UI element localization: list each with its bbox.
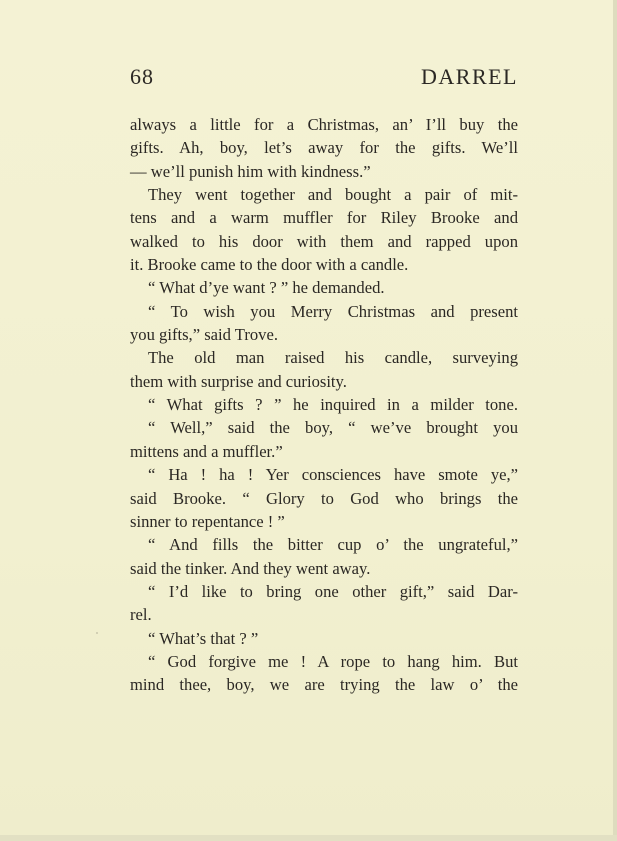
- text-line: always a little for a Christmas, an’ I’ll buy the: [130, 115, 518, 134]
- text-line: “ What d’ye want ? ” he demanded.: [148, 278, 385, 298]
- text-line: “ Ha ! ha ! Yer consciences have smote ye,”: [148, 465, 518, 485]
- text-line: mind thee, boy, we are trying the law o’ the: [130, 675, 518, 695]
- body-text: [130, 113, 518, 697]
- text-line: rel.: [130, 605, 152, 625]
- text-line: sinner to repentance ! ”: [130, 511, 285, 531]
- text-line: “ I’d like to bring one other gift,” said Dar-: [148, 581, 518, 601]
- paper-speck: [96, 632, 98, 634]
- text-line: mittens and a muffler.”: [130, 441, 283, 461]
- page-edge: [613, 0, 617, 841]
- text-line: “ What gifts ? ” he inquired in a milder tone.: [148, 395, 518, 415]
- text-line: said the tinker. And they went away.: [130, 558, 371, 578]
- text-line: — we’ll punish him with kindness.”: [130, 161, 371, 181]
- text-line: you gifts,” said Trove.: [130, 325, 278, 345]
- text-line: “ What’s that ? ”: [148, 628, 259, 648]
- text-line: gifts. Ah, boy, let’s away for the gifts. We’ll: [130, 138, 518, 158]
- text-line: said Brooke. “ Glory to God who brings the: [130, 488, 518, 508]
- text-line: it. Brooke came to the door with a candle.: [130, 255, 409, 275]
- page-header: [130, 64, 518, 96]
- page-number: 68: [130, 64, 154, 89]
- text-line: “ And fills the bitter cup o’ the ungrateful,”: [148, 535, 518, 555]
- text-line: “ Well,” said the boy, “ we’ve brought you: [148, 418, 518, 438]
- text-line: tens and a warm muffler for Riley Brooke and: [130, 208, 518, 228]
- text-line: them with surprise and curiosity.: [130, 371, 347, 391]
- text-line: “ To wish you Merry Christmas and present: [148, 301, 518, 321]
- page-bottom-edge: [0, 835, 617, 841]
- running-head: DARREL: [421, 64, 518, 89]
- text-line: “ God forgive me ! A rope to hang him. But: [148, 651, 518, 671]
- text-line: The old man raised his candle, surveying: [148, 348, 518, 368]
- text-line: walked to his door with them and rapped upon: [130, 231, 518, 251]
- text-line: They went together and bought a pair of mit-: [148, 185, 518, 205]
